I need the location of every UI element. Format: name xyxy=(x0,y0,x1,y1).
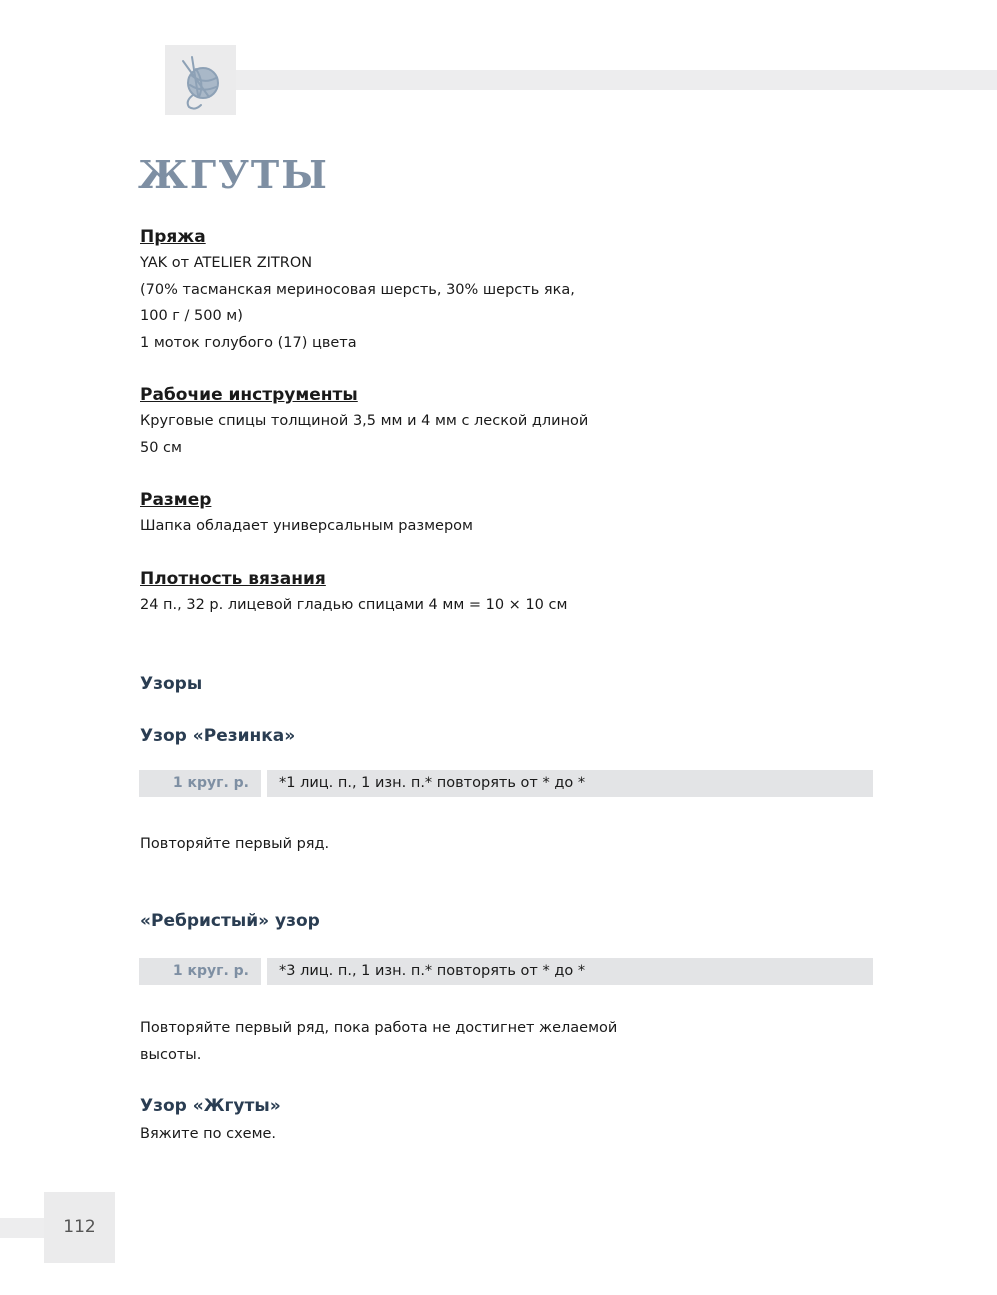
row-label: 1 круг. р. xyxy=(139,770,261,797)
tools-line: Круговые спицы толщиной 3,5 мм и 4 мм с леской длиной xyxy=(140,413,589,429)
gauge-section xyxy=(140,566,567,619)
ribbed-row xyxy=(139,958,873,985)
rib-heading: Узор «Резинка» xyxy=(140,726,296,746)
yarn-heading: Пряжа xyxy=(140,227,206,247)
ribbed-note-line: Повторяйте первый ряд, пока работа не достигнет желаемой xyxy=(140,1020,618,1036)
yarn-line: 100 г / 500 м) xyxy=(140,308,243,324)
page-number: 112 xyxy=(44,1192,115,1263)
yarn-section xyxy=(140,224,575,356)
gauge-line: 24 п., 32 р. лицевой гладью спицами 4 мм = 10 × 10 см xyxy=(140,597,568,613)
size-heading: Размер xyxy=(140,490,212,510)
row-instruction: *1 лиц. п., 1 изн. п.* повторять от * до * xyxy=(267,770,873,797)
row-label: 1 круг. р. xyxy=(139,958,261,985)
cables-heading: Узор «Жгуты» xyxy=(140,1096,281,1116)
footer-bar xyxy=(0,1218,44,1238)
ribbed-heading: «Ребристый» узор xyxy=(140,911,320,931)
tools-heading: Рабочие инструменты xyxy=(140,385,358,405)
cables-note: Вяжите по схеме. xyxy=(140,1126,277,1142)
tools-section xyxy=(140,382,588,461)
patterns-heading: Узоры xyxy=(140,674,203,694)
ribbed-note xyxy=(140,1015,617,1068)
rib-note: Повторяйте первый ряд. xyxy=(140,836,330,852)
tools-line: 50 см xyxy=(140,439,182,456)
row-instruction: *3 лиц. п., 1 изн. п.* повторять от * до * xyxy=(267,958,873,985)
size-section xyxy=(140,487,473,540)
yarn-line: YAK от ATELIER ZITRON xyxy=(140,255,313,271)
rib-row xyxy=(139,770,873,797)
header-icon-box xyxy=(165,45,236,115)
yarn-line: 1 моток голубого (17) цвета xyxy=(140,334,357,351)
page-title: ЖГУТЫ xyxy=(138,152,329,197)
size-line: Шапка обладает универсальным размером xyxy=(140,518,473,534)
yarn-ball-needles-icon xyxy=(165,45,236,115)
header-bar xyxy=(165,70,997,90)
yarn-line: (70% тасманская мериносовая шерсть, 30% шерсть яка, xyxy=(140,281,575,298)
gauge-heading: Плотность вязания xyxy=(140,569,326,589)
ribbed-note-line: высоты. xyxy=(140,1046,202,1063)
